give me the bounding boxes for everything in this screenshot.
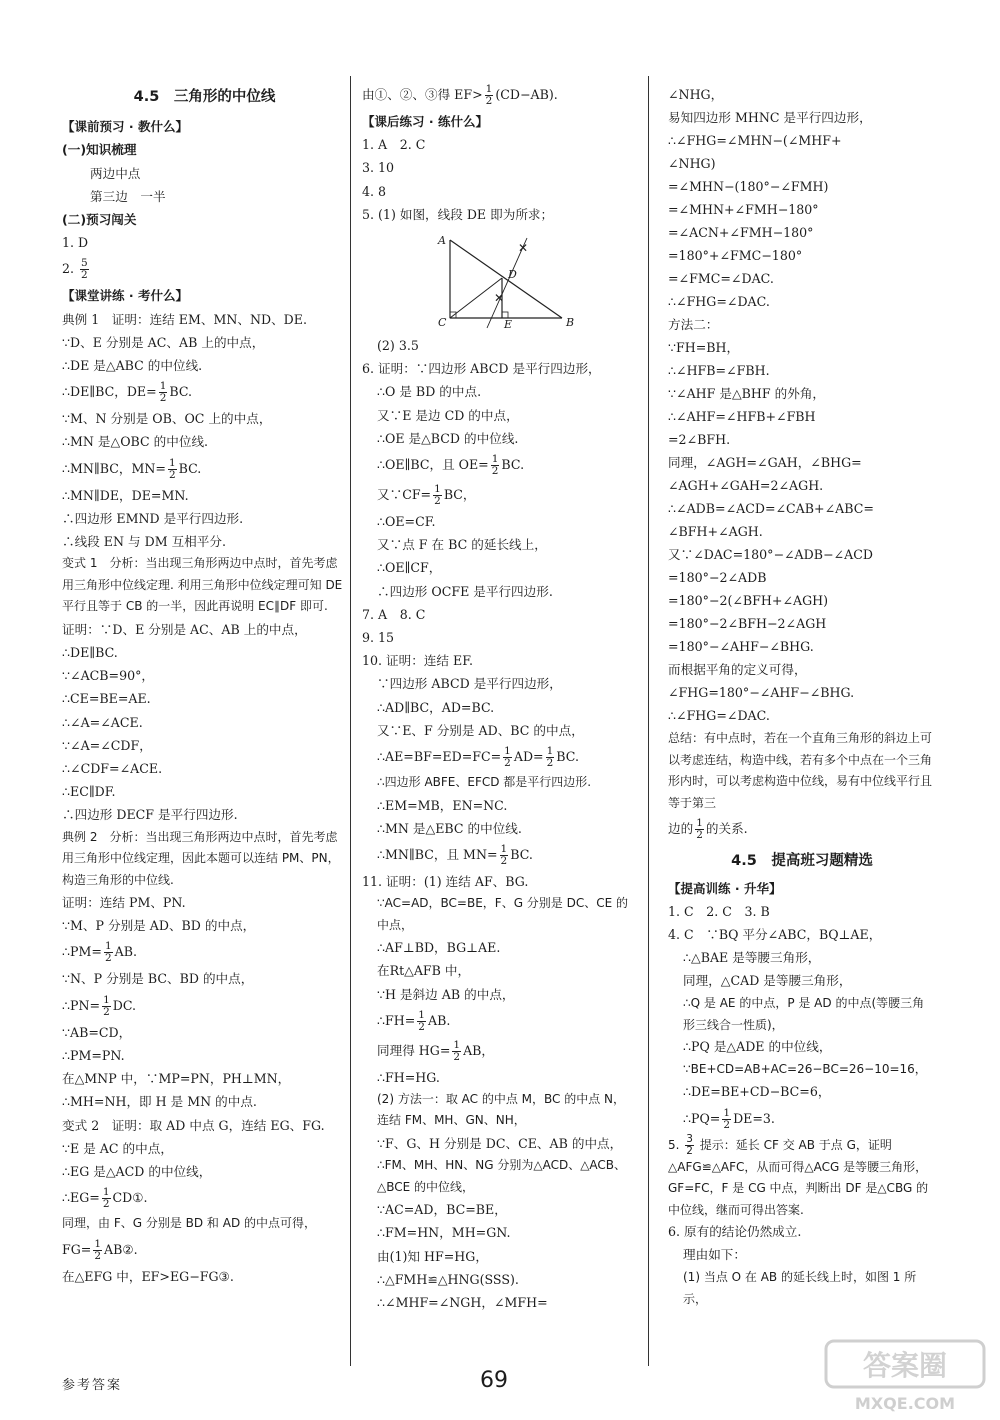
answer-line: 4. C ∵BQ 平分∠ABC，BQ⊥AE， — [668, 927, 882, 942]
fraction: $\frac{1}{2}$ — [104, 940, 112, 965]
column-divider — [350, 76, 351, 1366]
point-label-c: C — [438, 316, 447, 330]
summary-note: 总结：有中点时，若在一个直角三角形的斜边上可以考虑连结，构造中线，若有多个中点在一个三角形内时，可以考虑构造中位线，易有中位线平行且等于第三 — [668, 731, 933, 810]
point-label-e: E — [504, 318, 513, 331]
answer-line: ∴四边形 DECF 是平行四边形. — [62, 807, 238, 823]
column-divider — [648, 76, 649, 1366]
answer-line: 而根据平角的定义可得， — [668, 662, 807, 677]
answer-line: (2) 3.5 — [377, 338, 419, 354]
arc-mark: ✕ — [518, 241, 529, 256]
answer-line: ∴∠FHG=∠MHN−(∠MHF+ — [668, 133, 842, 148]
answer-line: 1. A 2. C — [362, 137, 426, 153]
geometry-figure — [432, 230, 582, 330]
analysis-note: 典例 2 分析：当出现三角形两边中点时，首先考虑用三角形中位线定理，因此本题可以连结 PM、PN，构造三角形的中位线. — [62, 829, 340, 887]
answer-line: ∠FHG=180°−∠AHF−∠BHG. — [668, 685, 855, 700]
answer-line: 证明：∵D、E 分别是 AC、AB 上的中点， — [62, 621, 307, 637]
answer-line: ∴OE 是△BCD 的中位线. — [377, 430, 519, 446]
answer-line: 5. (1) 如图，线段 DE 即为所求； — [362, 206, 554, 222]
answer-line: =180°−∠AHF−∠BHG. — [668, 639, 814, 654]
answer-line: ∴∠FHG=∠DAC. — [668, 294, 770, 309]
answer-line: ∠NHG， — [668, 87, 724, 102]
page-number: 69 — [480, 1368, 508, 1393]
answer-line: ∴AD∥BC，AD=BC. — [377, 699, 495, 715]
subsection-title: (二)预习闯关 — [62, 212, 137, 228]
section-header: 【课堂讲练 · 考什么】 — [62, 288, 188, 304]
answer-line: ∵∠AHF 是△BHF 的外角， — [668, 386, 826, 401]
answer-line: ∴∠CDF=∠ACE. — [62, 760, 163, 776]
answer-line: 同理得 HG= $\frac{1}{2}$ AB， — [377, 1038, 495, 1063]
answer-line: 边的 $\frac{1}{2}$ 的关系. — [668, 817, 748, 841]
answer-line: 典例 1 证明：连结 EM、MN、ND、DE. — [62, 311, 307, 327]
answer-line: ∴AF⊥BD，BG⊥AE. — [377, 940, 501, 956]
answer-line: 变式 2 证明：取 AD 中点 G，连结 EG、FG. — [62, 1117, 325, 1133]
watermark-text: 答案圈 — [862, 1349, 948, 1382]
answer-line: ∴四边形 ABFE、EFCD 都是平行四边形. — [377, 775, 592, 790]
answer-line: 6. 证明：∵四边形 ABCD 是平行四边形， — [362, 361, 601, 377]
section-title: 4.5 提高班习题精选 — [731, 853, 873, 869]
answer-line: ∴PQ= $\frac{1}{2}$ DE=3. — [683, 1106, 775, 1131]
answer-line: =180°−2∠BFH−2∠AGH — [668, 616, 827, 631]
footer-label: 参考答案 — [62, 1378, 123, 1393]
analysis-note: 变式 1 分析：当出现三角形两边中点时，首先考虑用三角形中位线定理. 利用三角形中位线定理可知 DE 平行且等于 CB 的一半，因此再说明 EC∥DF 即可. — [62, 556, 343, 614]
answer-line: ∴EG= $\frac{1}{2}$ CD①. — [62, 1186, 148, 1211]
column-1 — [62, 80, 347, 1288]
fraction: $\frac{1}{2}$ — [504, 745, 511, 770]
answer-line: 4. 8 — [362, 183, 387, 199]
fraction: $\frac{1}{2}$ — [94, 1237, 102, 1262]
answer-line: ∠NHG) — [668, 156, 716, 171]
answer-line: ∴EG 是△ACD 的中位线， — [62, 1163, 212, 1179]
answer-line: ∴四边形 OCFE 是平行四边形. — [377, 583, 553, 599]
fraction: $\frac{1}{2}$ — [159, 380, 167, 405]
answer-line: 9. 15 — [362, 630, 395, 646]
fraction: $\frac{1}{2}$ — [500, 842, 508, 867]
answer-line: ∴EC∥DF. — [62, 784, 116, 800]
answer-line: 7. A 8. C — [362, 606, 426, 622]
answer-line: 6. 原有的结论仍然成立. — [668, 1224, 802, 1239]
answer-line: ∴线段 EN 与 DM 互相平分. — [62, 534, 226, 550]
answer-line: ∴PM=PN. — [62, 1047, 125, 1063]
answer-line: ∴EM=MB，EN=NC. — [377, 797, 508, 813]
answer-line: ∴∠FHG=∠DAC. — [668, 708, 770, 723]
answer-line: ∵D、E 分别是 AC、AB 上的中点， — [62, 334, 265, 350]
section-header: 【课前预习 · 教什么】 — [62, 119, 188, 135]
watermark-logo — [820, 1335, 990, 1415]
answer-line: 易知四边形 MHNC 是平行四边形， — [668, 110, 872, 125]
fraction: $\frac{1}{2}$ — [696, 817, 703, 841]
answer-line: ∴AE=BF=ED=FC= $\frac{1}{2}$ AD= $\frac{1}{2}$ BC. — [377, 745, 579, 770]
answer-line: ∴O 是 BD 的中点. — [377, 384, 482, 400]
answer-line: =180°−2(∠BFH+∠AGH) — [668, 593, 829, 608]
answer-line: ∵∠ACB=90°， — [62, 668, 155, 684]
column-3 — [668, 84, 936, 1310]
answer-line: ∴DE=BE+CD−BC=6， — [683, 1083, 831, 1099]
answer-line: ∵∠A=∠CDF， — [62, 737, 152, 753]
answer-line: (1) 当点 O 在 AB 的延长线上时，如图 1 所示， — [683, 1270, 917, 1306]
answer-line: 第三边 一半 — [90, 188, 166, 204]
answer-line: ∴∠MHF=∠NGH，∠MFH= — [377, 1295, 548, 1310]
fraction: $\frac{1}{2}$ — [434, 483, 441, 508]
answer-line: 在△EFG 中，EF>EG−FG③. — [62, 1268, 234, 1284]
segment-ab — [450, 240, 562, 318]
answer-line: ∠BFH+∠AGH. — [668, 524, 763, 539]
answer-line: 同理，△CAD 是等腰三角形， — [683, 973, 852, 988]
answer-line: ∵BE+CD=AB+AC=26−BC=26−10=16， — [683, 1062, 927, 1076]
fraction: $\frac{1}{2}$ — [491, 453, 499, 478]
answer-line: 由(1)知 HF=HG， — [377, 1248, 488, 1264]
answer-line: =180°−2∠ADB — [668, 570, 767, 585]
answer-line: ∴PQ 是△ADE 的中位线， — [683, 1039, 832, 1054]
answer-line: ∴∠HFB=∠FBH. — [668, 363, 770, 378]
answer-line: ∠AGH+∠GAH=2∠AGH. — [668, 478, 824, 493]
answer-line: 在Rt△AFB 中， — [377, 963, 471, 979]
answer-line: ∴OE=CF. — [377, 514, 436, 530]
point-label-b: B — [566, 316, 575, 330]
fraction: $\frac{1}{2}$ — [103, 993, 110, 1018]
answer-line: ∵四边形 ABCD 是平行四边形， — [377, 676, 562, 692]
answer-line: ∴MN 是△EBC 的中位线. — [377, 820, 522, 836]
answer-line: 2. $\frac{5}{2}$ — [62, 257, 88, 282]
answer-line: =180°+∠FMC−180° — [668, 248, 803, 263]
answer-line: ∴CE=BE=AE. — [62, 691, 151, 707]
answer-line: 又∵∠DAC=180°−∠ADB−∠ACD — [668, 547, 873, 562]
answer-line: ∴MN∥BC，MN= $\frac{1}{2}$ BC. — [62, 456, 202, 481]
answer-line: 1. D — [62, 235, 89, 251]
answer-line: ∴FH= $\frac{1}{2}$ AB. — [377, 1008, 451, 1033]
answer-line: 两边中点 — [90, 165, 141, 181]
answer-line: ∵M、N 分别是 OB、OC 上的中点， — [62, 411, 272, 427]
fraction: $\frac{5}{2}$ — [81, 257, 88, 282]
subsection-title: (一)知识梳理 — [62, 142, 137, 158]
answer-line: ∴FM、MH、HN、NG 分别为△ACD、△ACB、△BCE 的中位线， — [377, 1158, 627, 1194]
answer-line: =∠ACN+∠FMH−180° — [668, 225, 814, 240]
fraction: $\frac{1}{2}$ — [418, 1008, 425, 1033]
answer-line: ∵AB=CD， — [62, 1024, 132, 1040]
answer-line: =∠MHN+∠FMH−180° — [668, 202, 819, 217]
answer-line: ∵N、P 分别是 BC、BD 的中点， — [62, 971, 254, 987]
answer-line: 3. 10 — [362, 160, 395, 176]
answer-line: =2∠BFH. — [668, 432, 731, 447]
answer-line: ∴DE 是△ABC 的中位线. — [62, 358, 203, 374]
section-header: 【提高训练 · 升华】 — [668, 881, 782, 896]
answer-line: ∵FH=BH， — [668, 340, 740, 355]
fraction: $\frac{1}{2}$ — [168, 456, 176, 481]
answer-line: ∴∠A=∠ACE. — [62, 714, 143, 730]
fraction: $\frac{1}{2}$ — [485, 83, 493, 107]
answer-line: ∵H 是斜边 AB 的中点， — [377, 986, 515, 1002]
answer-line: 由①、②、③得 EF> $\frac{1}{2}$ (CD−AB). — [362, 83, 558, 107]
column-2 — [362, 80, 630, 1314]
point-label-a: A — [438, 234, 446, 248]
answer-line: 11. 证明：(1) 连结 AF、BG. — [362, 873, 529, 889]
answer-line: 证明：连结 PM、PN. — [62, 895, 186, 911]
fraction: $\frac{1}{2}$ — [546, 745, 554, 770]
answer-line: ∴FH=HG. — [377, 1069, 440, 1085]
fraction: $\frac{1}{2}$ — [102, 1186, 110, 1211]
answer-line: 5. $\frac{3}{2}$ 提示：延长 CF 交 AB 于点 G，证明△AFG≌△AFC，从而可得△ACG 是等腰三角形，GF=FC，F 是 CG 中点，判断出 DF 是△CBG 的中位线，继而可得出答案. — [668, 1132, 929, 1217]
answer-line: ∴FM=HN，MH=GN. — [377, 1225, 511, 1241]
answer-line: 在△MNP 中，∵MP=PN，PH⊥MN， — [62, 1071, 291, 1087]
answer-line: ∴Q 是 AE 的中点，P 是 AD 的中点(等腰三角形三线合一性质)， — [683, 996, 925, 1032]
answer-line: ∴MH=NH，即 H 是 MN 的中点. — [62, 1094, 257, 1110]
answer-line: ∴DE∥BC. — [62, 644, 118, 660]
answer-line: 又∵E 是边 CD 的中点， — [377, 407, 519, 423]
section-header: 【课后练习 · 练什么】 — [362, 114, 488, 129]
fraction: $\frac{3}{2}$ — [686, 1132, 693, 1157]
answer-line: ∴OE∥CF， — [377, 560, 442, 576]
answer-line: 又∵点 F 在 BC 的延长线上， — [377, 537, 547, 553]
arc-mark: ✕ — [494, 291, 505, 306]
watermark-url: MXQE.COM — [854, 1394, 956, 1413]
answer-line: ∵M、P 分别是 AD、BD 的中点， — [62, 918, 256, 934]
answer-line: ∴MN∥BC，且 MN= $\frac{1}{2}$ BC. — [377, 842, 533, 867]
answer-line: ∵E 是 AC 的中点， — [62, 1140, 173, 1156]
answer-line: (2) 方法一：取 AC 的中点 M，BC 的中点 N，连结 FM、MH、GN、NH， — [377, 1091, 625, 1128]
answer-line: ∴DE∥BC，DE= $\frac{1}{2}$ BC. — [62, 380, 193, 405]
answer-line: 方法二： — [668, 317, 719, 332]
answer-line: 又∵E、F 分别是 AD、BC 的中点， — [377, 722, 584, 738]
answer-line: ∴MN 是△OBC 的中位线. — [62, 434, 209, 450]
answer-line: ∴△FMH≌△HNG(SSS). — [377, 1271, 519, 1287]
section-title: 4.5 三角形的中位线 — [133, 89, 276, 105]
answer-line: FG= $\frac{1}{2}$ AB②. — [62, 1237, 138, 1262]
fraction: $\frac{1}{2}$ — [453, 1038, 461, 1063]
answer-line: =∠FMC=∠DAC. — [668, 271, 774, 286]
answer-line: ∵AC=AD，BC=BE， — [377, 1202, 507, 1218]
answer-line: 同理，由 F、G 分别是 BD 和 AD 的中点可得， — [62, 1216, 317, 1231]
answer-line: ∴∠AHF=∠HFB+∠FBH — [668, 409, 816, 424]
answer-line: ∵F、G、H 分别是 DC、CE、AB 的中点， — [377, 1135, 623, 1151]
answer-line: =∠MHN−(180°−∠FMH) — [668, 179, 829, 194]
answer-line: 又∵CF= $\frac{1}{2}$ BC， — [377, 483, 476, 508]
answer-line: ∴∠ADB=∠ACD=∠CAB+∠ABC= — [668, 501, 874, 516]
fraction: $\frac{1}{2}$ — [723, 1106, 731, 1131]
answer-line: ∴PN= $\frac{1}{2}$ DC. — [62, 993, 137, 1018]
answer-line: ∵AC=AD，BC=BE，F、G 分别是 DC、CE 的中点， — [377, 896, 629, 932]
answer-line: 1. C 2. C 3. B — [668, 904, 770, 919]
answer-line: ∴MN∥DE，DE=MN. — [62, 487, 189, 503]
answer-line: ∴OE∥BC，且 OE= $\frac{1}{2}$ BC. — [377, 453, 525, 478]
answer-line: ∴四边形 EMND 是平行四边形. — [62, 510, 244, 526]
point-label-d: D — [508, 268, 517, 282]
answer-line: 10. 证明：连结 EF. — [362, 653, 473, 669]
answer-line: 同理，∠AGH=∠GAH，∠BHG= — [668, 455, 862, 470]
answer-line: 理由如下： — [683, 1247, 746, 1262]
answer-line: ∴△BAE 是等腰三角形， — [683, 950, 821, 965]
answer-line: ∴PM= $\frac{1}{2}$ AB. — [62, 940, 137, 965]
